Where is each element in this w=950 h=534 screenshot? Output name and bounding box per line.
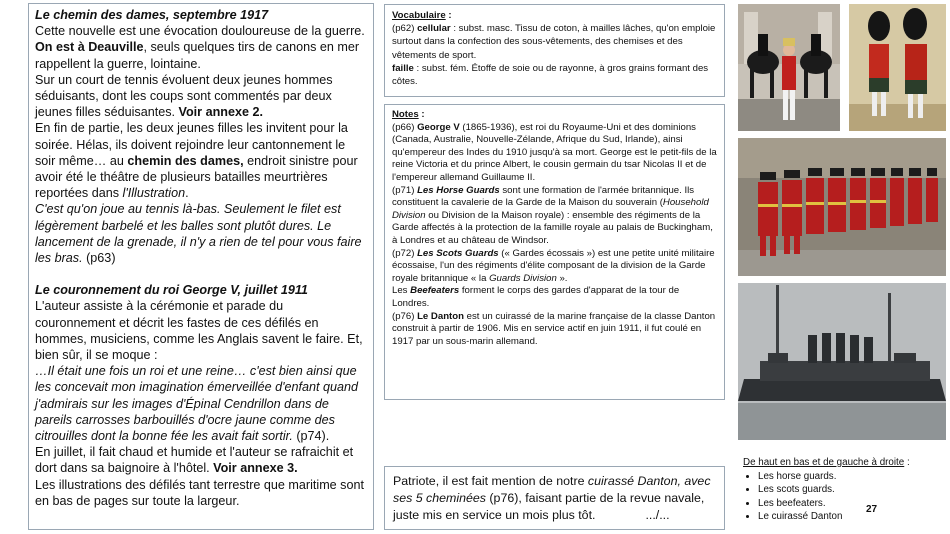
note-text: forment le corps des gardes d'apparat de la tour de Londres. [392,285,680,309]
heading-suffix: : [418,109,425,120]
danton-remark-box [384,466,725,530]
caption-item: • Les beefeaters. [758,497,943,511]
term: faille [392,62,414,74]
paragraph [35,298,367,363]
danton-battleship-photo [738,283,946,440]
text: Cette nouvelle est une évocation douloureuse de la guerre. [35,24,365,39]
text: (p76), faisant partie de la revue navale, juste mis en service un mois plus tôt. [393,491,705,522]
section-title-couronnement: Le couronnement du roi George V, juillet 1911 [35,283,308,298]
caption-heading-text: De haut en bas et de gauche à droite [743,457,905,468]
text: Sur un court de tennis évoluent deux jeunes hommes séduisants, dont les coups sont commentés par deux jeunes filles séduisantes. [35,72,333,120]
text: , seuls quelques tirs de canons en mer rappellent la guerre, lointaine. [35,40,360,71]
text: endroit sinistre pour avoir été le théâtre de plusieurs batailles meurtrières reportées dans [35,153,358,201]
page-reference: (p63) [82,251,116,266]
note-text: est un cuirassé de la marine française de la classe Danton construit à partir de 1906. Mis en service actif en juin 1911, il fut coulé en 1917 par un sous-marin allemand. [392,310,716,347]
quote-paragraph [35,363,367,444]
note-entry [392,248,717,286]
page-reference: (p72) [392,247,418,259]
page-number: 27 [866,504,878,515]
section-title-chemin-des-dames: Le chemin des dames, septembre 1917 [35,8,269,22]
note-text: Les [392,285,411,297]
term: Le Danton [417,310,464,322]
italic-text: cuirassé Danton, avec ses 5 cheminées [393,474,711,505]
paragraph [393,473,716,524]
paragraph [35,39,367,71]
notes-heading [392,109,717,122]
scots-guards-photo [849,4,946,131]
note-text: sont une formation de l'armée britannique. Ils constituent la cavalerie de la Garde de la Maison du souverain ( [392,184,695,209]
spacer [35,266,367,282]
heading-text: Vocabulaire [392,10,446,21]
vocabulary-entry [392,22,717,62]
quote-text: C'est qu'on joue au tennis là-bas. Seulement le filet est légèrement barbelé et les balles sont plutôt dures. Le lancement de la grenade, il n'y a rien de tel pour vous faire les bras. [35,202,362,266]
term: cellular [417,23,451,35]
italic-text: Household Division [392,197,709,221]
page-reference: (p71) [392,184,418,196]
page-reference: (p74). [292,429,330,444]
note-text: ». [556,272,568,284]
note-entry [392,185,717,248]
caption-item: • Le cuirassé Danton [758,510,943,524]
caption-heading [743,456,943,470]
term: George V [417,121,460,133]
italic-text: Guards Division [489,272,557,284]
heading-suffix: : [445,10,452,21]
note-text: ou Division de la Maison royale) : ensemble des régiments de la Garde affectés à la protection de la famille royale au palais de Buckingham, à Londres et au château de Windsor. [392,209,713,246]
page-reference: (p66) [392,121,418,133]
text: L'auteur assiste à la cérémonie et parade du couronnement et décrit les fastes de ces défilés en hommes, musiciens, comme les Anglais savent le faire. Et, bien sûr, il se moque : [35,299,363,363]
caption-list [743,470,943,524]
photo-caption [743,456,943,524]
italic-text: l'Illustration [122,186,186,201]
note-entry [392,311,717,349]
bold-text: On est à Deauville [35,40,144,55]
text: Les illustrations des défilés tant terrestre que maritime sont en bas de pages sur toute la largeur. [35,477,364,508]
notes-box [384,104,725,400]
heading-text: Notes [392,109,419,120]
vocabulary-heading [392,9,717,22]
page-reference: (p62) [392,23,418,35]
paragraph [35,477,367,509]
note-text: (« Gardes écossais ») est une petite unité militaire écossaise, l'un des régiments d'élite composant de la division de la Garde royale britannique « la [392,247,715,284]
term: Les Scots Guards [417,247,499,259]
horse-guards-photo [738,4,840,131]
vocabulary-box [384,4,725,97]
paragraph [35,23,367,39]
text: En juillet, il fait chaud et humide et l'auteur se rafraichit et dort dans sa baignoire à l'hôtel. [35,445,354,476]
caption-item: • Les horse guards. [758,470,943,484]
text: Patriote, il est fait mention de notre [393,474,588,488]
vocabulary-entry [392,62,717,88]
note-text: (1865-1936), est roi du Royaume-Uni et des dominions (Canada, Australie, Nouvelle-Zélande, Afrique du Sud, Irlande), ainsi qu'empereur des Indes du 1910 jusqu'à sa mort. George est le petit-fils de la reine Victoria et du prince Albert, le cousin germain du tsar Nicolas II et de l'empereur allemand Guillaume II. [392,121,717,183]
page-reference: (p76) [392,310,418,322]
text: . [185,186,189,201]
caption-heading-suffix: : [904,457,910,468]
note-entry [392,122,717,185]
quote-paragraph [35,201,367,266]
term: Beefeaters [410,285,460,297]
caption-item: • Les scots guards. [758,483,943,497]
annex-reference: Voir annexe 2. [178,105,263,120]
term: Les Horse Guards [417,184,500,196]
paragraph [35,444,367,476]
definition: : subst. fém. Étoffe de soie ou de rayonne, à gros grains formant des côtes. [392,62,709,88]
paragraph [35,120,367,201]
beefeaters-photo [738,138,946,276]
bold-text: chemin des dames, [127,153,244,168]
paragraph [35,72,367,121]
quote-text: …Il était une fois un roi et une reine… c'est bien ainsi que les concevait mon imagination émerveillée d'enfant quand j'admirais sur les images d'Épinal Cendrillon dans de pareils carrosses barbouillés d'ocre jaune comme des citrouilles dont la bonne fée les avait fait sortir. [35,364,359,444]
text: En fin de partie, les deux jeunes filles les invitent pour la soirée. Hélas, ils doivent rejoindre leur cantonnement le soir même… au [35,121,348,168]
definition: : subst. masc. Tissu de coton, à mailles lâches, qu'on emploie surtout dans la confection des sous-vêtements, des chemises et des vêtements de sport. [392,23,716,61]
continuation-marker: .../... [645,508,670,522]
note-entry [392,285,717,310]
main-text-box [28,3,374,530]
annex-reference: Voir annexe 3. [213,461,298,476]
